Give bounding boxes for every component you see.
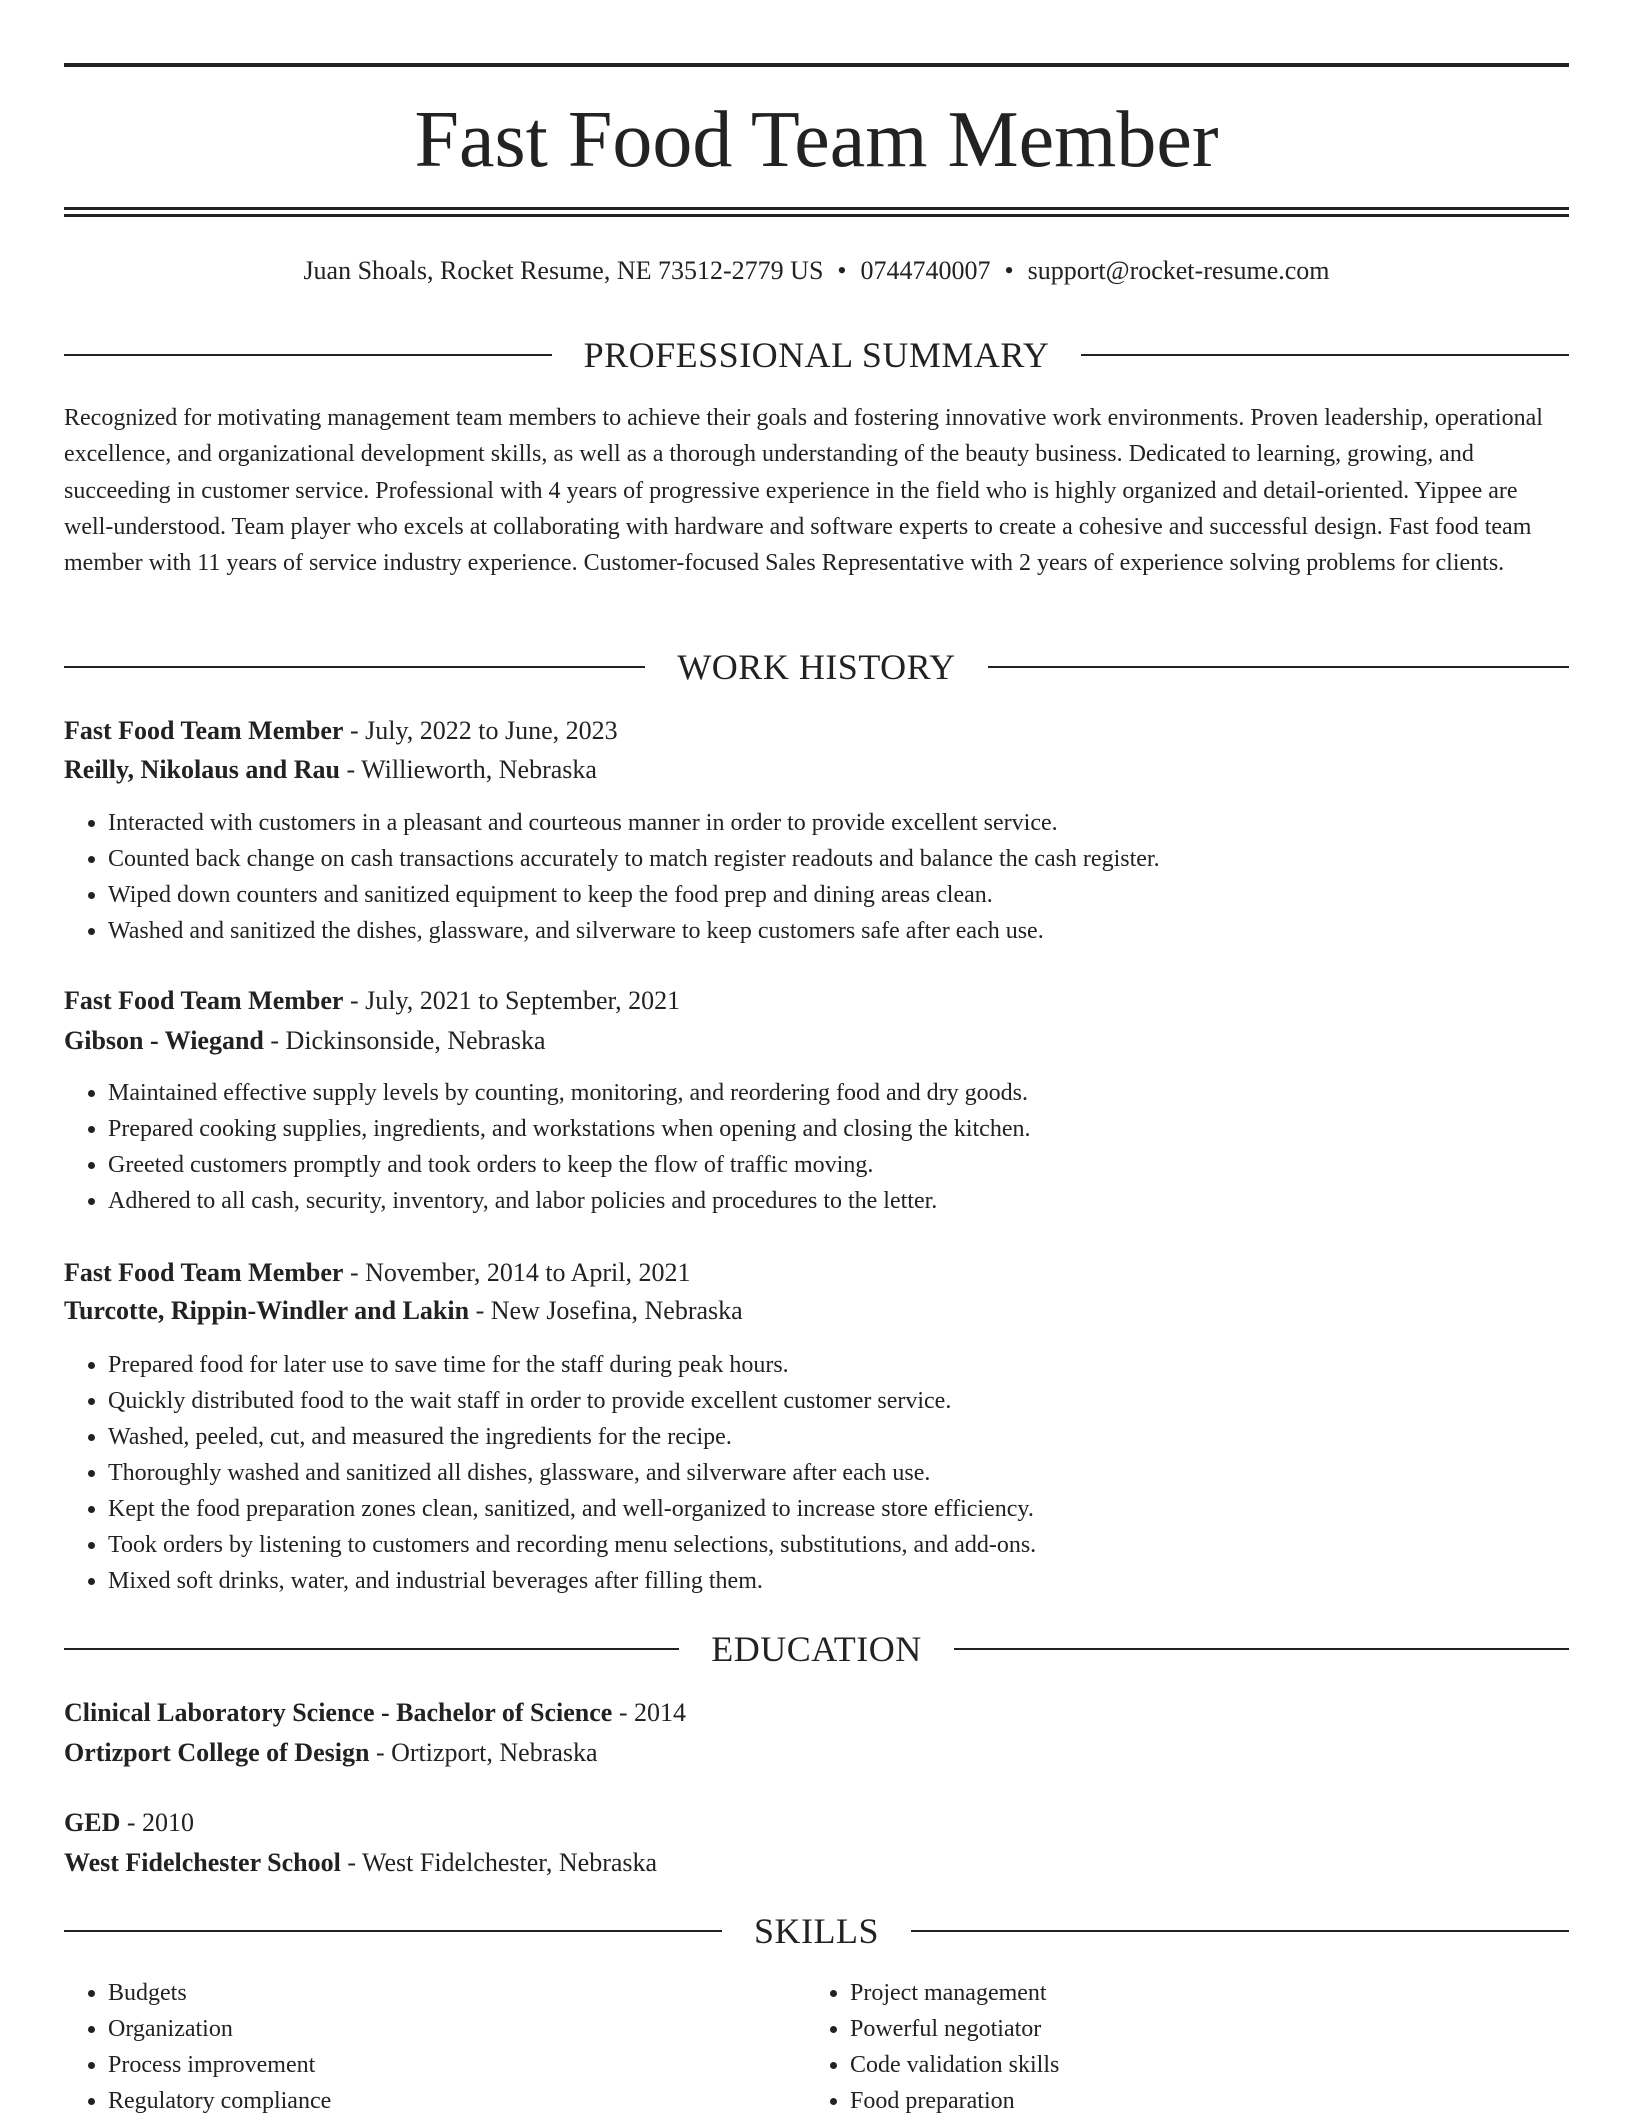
summary-heading [64, 333, 1569, 377]
education-year: - 2010 [120, 1808, 195, 1837]
education-heading-label: EDUCATION [711, 1629, 922, 1669]
job-title-line [64, 714, 618, 748]
job-employer-line [64, 753, 597, 787]
education-degree: Clinical Laboratory Science - Bachelor of Science [64, 1698, 613, 1727]
list-item: • Washed and sanitized the dishes, glassware, and silverware to keep customers safe after each use. [108, 913, 1160, 949]
list-item: • Greeted customers promptly and took orders to keep the flow of traffic moving. [108, 1147, 1030, 1183]
job-dates: - November, 2014 to April, 2021 [343, 1258, 691, 1287]
work-history-heading-label: WORK HISTORY [677, 647, 956, 687]
skills-heading [64, 1909, 1569, 1953]
list-item: • Counted back change on cash transactions accurately to match register readouts and balance the cash register. [108, 841, 1160, 877]
job-dates: - July, 2022 to June, 2023 [343, 716, 618, 745]
job-duties-list [64, 1075, 1030, 1219]
heading-rule-left [64, 666, 645, 668]
job-employer: Gibson - Wiegand [64, 1026, 264, 1055]
skill-item: • Budgets [108, 1975, 331, 2011]
list-item: • Mixed soft drinks, water, and industrial beverages after filling them. [108, 1563, 1036, 1599]
skill-item: • Code validation skills [850, 2047, 1059, 2083]
contact-address: Juan Shoals, Rocket Resume, NE 73512-2779 US [303, 256, 824, 285]
job-title-line [64, 984, 680, 1018]
resume-title: Fast Food Team Member [414, 96, 1219, 184]
job-employer-line [64, 1294, 743, 1328]
list-item: • Interacted with customers in a pleasant and courteous manner in order to provide excellent service. [108, 805, 1160, 841]
job-title: Fast Food Team Member [64, 1258, 344, 1287]
list-item: • Prepared food for later use to save time for the staff during peak hours. [108, 1347, 1036, 1383]
job-dates: - July, 2021 to September, 2021 [343, 986, 681, 1015]
job-location: - Dickinsonside, Nebraska [263, 1026, 546, 1055]
heading-rule-left [64, 1648, 679, 1650]
education-school-line [64, 1736, 598, 1770]
summary-text: Recognized for motivating management team members to achieve their goals and fostering innovative work environments. Proven leadership, operational excellence, and organizational development skills, as well as a thorough understanding of the beauty business. Dedicated to learning, growing, and succeeding in customer service. Professional with 4 years of progressive experience in the field who is highly organized and detail-oriented. Yippee are well-understood. Team player who excels at collaborating with hardware and software experts to create a cohesive and successful design. Fast food team member with 11 years of service industry experience. Customer-focused Sales Representative with 2 years of experience solving problems for clients. [64, 405, 1543, 577]
education-location: - West Fidelchester, Nebraska [340, 1848, 658, 1877]
list-item: • Kept the food preparation zones clean, sanitized, and well-organized to increase store efficiency. [108, 1491, 1036, 1527]
heading-rule-left [64, 1930, 722, 1932]
list-item: • Prepared cooking supplies, ingredients, and workstations when opening and closing the kitchen. [108, 1111, 1030, 1147]
double-rule [64, 207, 1569, 217]
job-employer: Turcotte, Rippin-Windler and Lakin [64, 1296, 470, 1325]
contact-email: support@rocket-resume.com [1027, 256, 1330, 285]
education-school: West Fidelchester School [64, 1848, 341, 1877]
list-item: • Quickly distributed food to the wait staff in order to provide excellent customer service. [108, 1383, 1036, 1419]
job-duties-list [64, 805, 1160, 949]
skill-item: • Food preparation [850, 2083, 1059, 2119]
contact-separator: • [1004, 256, 1014, 285]
education-degree: GED [64, 1808, 121, 1837]
education-location: - Ortizport, Nebraska [369, 1738, 598, 1767]
skills-list-left [64, 1975, 331, 2119]
contact-separator: • [837, 256, 847, 285]
job-duties-list [64, 1347, 1036, 1599]
job-title: Fast Food Team Member [64, 986, 344, 1015]
heading-rule-left [64, 354, 552, 356]
job-title: Fast Food Team Member [64, 716, 344, 745]
job-location: - New Josefina, Nebraska [469, 1296, 743, 1325]
job-employer-line [64, 1024, 546, 1058]
contact-line [64, 254, 1569, 288]
education-school-line [64, 1846, 657, 1880]
heading-rule-right [911, 1930, 1569, 1932]
education-heading [64, 1627, 1569, 1671]
skill-item: • Project management [850, 1975, 1059, 2011]
skill-item: • Organization [108, 2011, 331, 2047]
skill-item: • Process improvement [108, 2047, 331, 2083]
skill-item: • Regulatory compliance [108, 2083, 331, 2119]
education-degree-line [64, 1806, 194, 1840]
list-item: • Thoroughly washed and sanitized all dishes, glassware, and silverware after each use. [108, 1455, 1036, 1491]
job-location: - Willieworth, Nebraska [339, 755, 597, 784]
skills-list-right [806, 1975, 1059, 2119]
list-item: • Wiped down counters and sanitized equipment to keep the food prep and dining areas clean. [108, 877, 1160, 913]
heading-rule-right [1081, 354, 1569, 356]
top-rule [64, 63, 1569, 67]
list-item: • Adhered to all cash, security, inventory, and labor policies and procedures to the letter. [108, 1183, 1030, 1219]
job-title-line [64, 1256, 691, 1290]
skill-item: • Powerful negotiator [850, 2011, 1059, 2047]
education-year: - 2014 [612, 1698, 686, 1727]
list-item: • Maintained effective supply levels by counting, monitoring, and reordering food and dry goods. [108, 1075, 1030, 1111]
education-degree-line [64, 1696, 686, 1730]
list-item: • Washed, peeled, cut, and measured the ingredients for the recipe. [108, 1419, 1036, 1455]
work-history-heading [64, 645, 1569, 689]
contact-phone: 0744740007 [860, 256, 991, 285]
summary-heading-label: PROFESSIONAL SUMMARY [583, 335, 1050, 375]
heading-rule-right [954, 1648, 1569, 1650]
skills-heading-label: SKILLS [754, 1911, 880, 1951]
heading-rule-right [988, 666, 1569, 668]
list-item: • Took orders by listening to customers and recording menu selections, substitutions, and add-ons. [108, 1527, 1036, 1563]
job-employer: Reilly, Nikolaus and Rau [64, 755, 340, 784]
education-school: Ortizport College of Design [64, 1738, 370, 1767]
